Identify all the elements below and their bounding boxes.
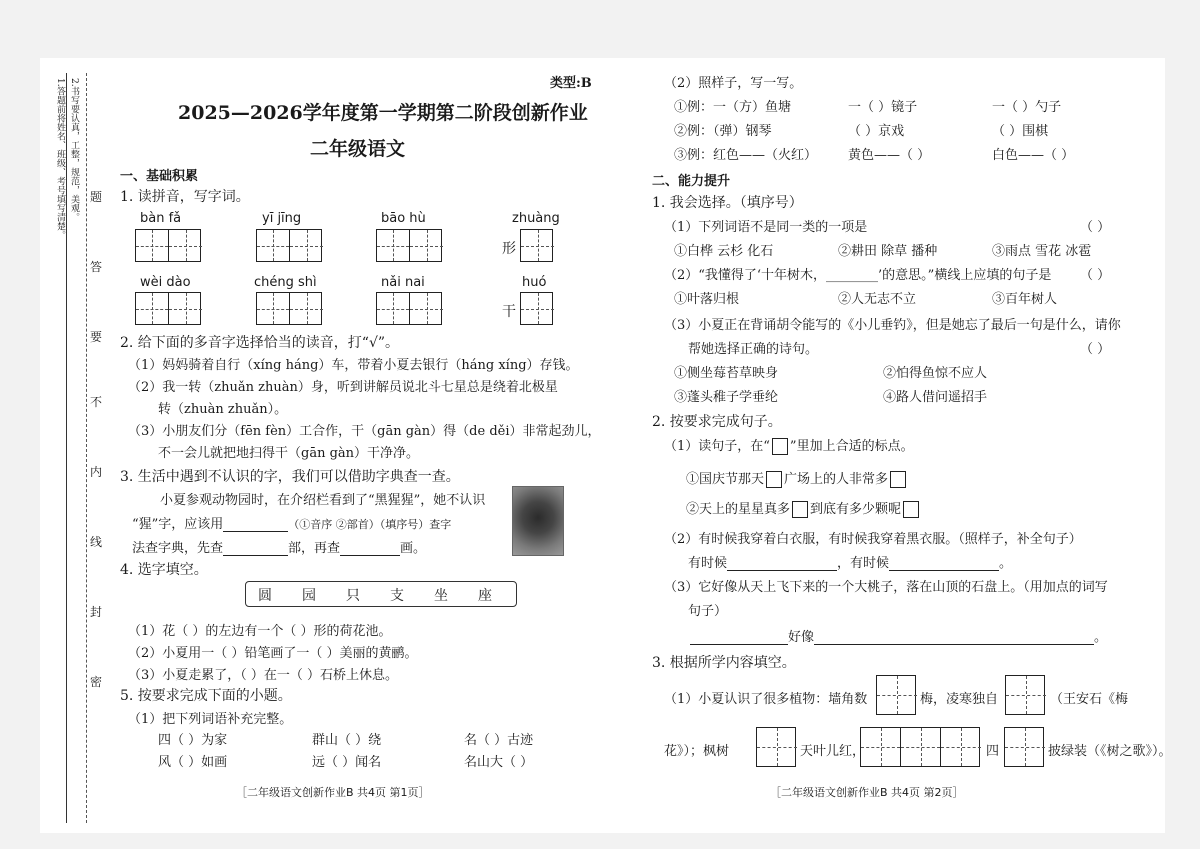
char-choice-1: 圆 <box>258 588 272 604</box>
answer-grid-chengshi[interactable] <box>256 292 322 325</box>
fill-grid-si[interactable] <box>1004 727 1044 767</box>
type-label: 类型:B <box>550 76 592 91</box>
p2-q1-s3-opt-2: ②怕得鱼惊不应人 <box>883 366 988 381</box>
punct-box-sample <box>772 438 788 455</box>
seal-char-6: 线 <box>90 535 103 549</box>
example-2-a: （ ）京戏 <box>848 124 905 139</box>
p2-q2-s2: （2）有时候我穿着白衣服，有时候我穿着黑衣服。（照样子，补全句子） <box>664 532 1082 547</box>
p2-q2-ex2 <box>686 498 921 518</box>
fill-grid-du[interactable] <box>1005 675 1045 715</box>
p2-q1-s1-opt-3: ③雨点 雪花 冰雹 <box>992 244 1092 259</box>
page-subtitle: 二年级语文 <box>310 138 406 160</box>
p2-q1-s3-opt-1: ①侧坐莓苔草映身 <box>674 366 779 381</box>
p2-q1-s1-opt-1: ①白桦 云杉 化石 <box>674 244 774 259</box>
q4-line-1: （1）花（ ）的左边有一个（ ）形的荷花池。 <box>128 624 392 639</box>
idiom-1: 四（ ）为家 <box>158 733 228 748</box>
q5-sub: （1）把下列词语补充完整。 <box>128 712 293 727</box>
q5-2-title: （2）照样子，写一写。 <box>664 76 803 91</box>
pinyin-weidao: wèi dào <box>140 275 191 290</box>
p2-q2-s2-a: 有时候 <box>688 556 728 571</box>
seal-char-2: 答 <box>90 260 103 274</box>
example-1: ①例：一（方）鱼塘 <box>674 100 792 115</box>
q5-title: 5. 按要求完成下面的小题。 <box>120 688 292 704</box>
p2-q3-l2b: 天叶儿红， <box>800 744 866 759</box>
p2-q3-l1c: （王安石《梅 <box>1050 692 1129 707</box>
pinyin-nainai: nǎi nai <box>381 275 425 290</box>
idiom-3: 名（ ）古迹 <box>464 733 534 748</box>
p2-q3-l2d: 披绿装（《树之歌》）。 <box>1048 744 1172 759</box>
q3-blank-radical[interactable] <box>223 555 288 556</box>
p2-q2-s3-end: 。 <box>1094 630 1108 645</box>
q3-line-3-end: 画。 <box>400 541 427 556</box>
answer-grid-banfa[interactable] <box>135 229 201 262</box>
q2-line-4: （3）小朋友们分（fēn fèn）工合作，干（gān gàn）得（de děi）非常起劲儿， <box>128 424 601 439</box>
p2-q1-s1: （1）下列词语不是同一类的一项是 <box>664 220 868 235</box>
q3-line-2-start: “猩”字，应该用 <box>132 517 224 532</box>
char-choice-box <box>245 581 517 607</box>
q2-line-5: 不一会儿就把地扫得干（gān gàn）干净净。 <box>158 446 420 461</box>
fill-grid-fengshu[interactable] <box>756 727 796 767</box>
seal-char-1: 题 <box>90 190 103 204</box>
idiom-5: 远（ ）闻名 <box>312 755 382 770</box>
p2-q2-title: 2. 按要求完成句子。 <box>652 414 782 430</box>
example-2-b: （ ）围棋 <box>992 124 1049 139</box>
binding-line-dashed <box>86 73 87 823</box>
example-1-a: 一（ ）镜子 <box>848 100 918 115</box>
answer-grid-nainai[interactable] <box>376 292 442 325</box>
punct-box-3[interactable] <box>792 501 808 518</box>
p2-q2-s1 <box>664 435 914 455</box>
p2-q2-ex1-a: ①国庆节那天 <box>686 472 765 487</box>
q3-line-3-start: 法查字典，先查 <box>132 541 224 556</box>
p2-q2-s3-line-2: 句子） <box>688 604 728 619</box>
fill-grid-three[interactable] <box>860 727 980 767</box>
idiom-6: 名山大（ ） <box>464 755 534 770</box>
answer-grid-yijing[interactable] <box>256 229 322 262</box>
char-choice-2: 园 <box>302 588 316 604</box>
punct-box-4[interactable] <box>903 501 919 518</box>
char-choice-6: 座 <box>478 588 492 604</box>
example-1-b: 一（ ）勺子 <box>992 100 1062 115</box>
p2-q2-s3-blank-2[interactable] <box>814 644 1094 645</box>
footer-page-1: ［二年级语文创新作业B 共4页 第1页］ <box>236 786 430 799</box>
prefix-xing: 形 <box>502 241 516 257</box>
page-title: 2025—2026学年度第一学期第二阶段创新作业 <box>178 102 588 124</box>
seal-char-3: 要 <box>90 330 103 344</box>
p2-q1-title: 1. 我会选择。（填序号） <box>652 195 803 211</box>
p2-q1-s1-answer[interactable]: （ ） <box>1080 220 1111 235</box>
char-choice-5: 坐 <box>434 588 448 604</box>
p2-q1-s3-opt-4: ④路人借问遥招手 <box>883 390 988 405</box>
pinyin-chengshi: chéng shì <box>254 275 317 290</box>
p2-q2-s2-b: ，有时候 <box>837 556 890 571</box>
seal-char-4: 不 <box>90 395 103 409</box>
answer-grid-zhuang[interactable] <box>520 229 553 262</box>
answer-grid-baohu[interactable] <box>376 229 442 262</box>
p2-q1-s3-line-2: 帮她选择正确的诗句。 <box>688 342 819 357</box>
p2-q2-s3: （3）它好像从天上飞下来的一个大桃子，落在山顶的石盘上。（用加点的词写 <box>664 580 1108 595</box>
q3-title: 3. 生活中遇到不认识的字，我们可以借助字典查一查。 <box>120 469 460 485</box>
pinyin-huo: huó <box>522 275 547 290</box>
p2-q3-title: 3. 根据所学内容填空。 <box>652 655 796 671</box>
p2-q3-l1a: （1）小夏认识了很多植物：墙角数 <box>664 692 868 707</box>
punct-box-2[interactable] <box>890 471 906 488</box>
p2-q1-s2-opt-3: ③百年树人 <box>992 292 1058 307</box>
answer-grid-weidao[interactable] <box>135 292 201 325</box>
punct-box-1[interactable] <box>766 471 782 488</box>
example-3-b: 白色——（ ） <box>992 148 1075 163</box>
p2-q2-s3-blank-1[interactable] <box>690 644 788 645</box>
q3-line-1: 小夏参观动物园时，在介绍栏看到了“黑猩猩”，她不认识 <box>160 493 486 508</box>
p2-q3-l1b: 梅，凌寒独自 <box>920 692 999 707</box>
p2-q2-s1-start: （1）读句子，在“ <box>664 439 770 454</box>
idiom-4: 风（ ）如画 <box>158 755 228 770</box>
section-2-heading: 二、能力提升 <box>652 174 731 189</box>
q4-title: 4. 选字填空。 <box>120 562 208 578</box>
p2-q2-s1-end: ”里加上合适的标点。 <box>789 439 914 454</box>
binding-note-2: 2.书写要认真，工整，规范，美观。 <box>69 78 79 222</box>
p2-q2-s2-blank-2[interactable] <box>889 570 999 571</box>
footer-page-2: ［二年级语文创新作业B 共4页 第2页］ <box>770 786 964 799</box>
answer-grid-huo[interactable] <box>520 292 553 325</box>
idiom-2: 群山（ ）绕 <box>312 733 382 748</box>
p2-q1-s3-answer[interactable]: （ ） <box>1080 342 1111 357</box>
example-2: ②例：（弹）钢琴 <box>674 124 772 139</box>
p2-q1-s2-opt-1: ①叶落归根 <box>674 292 740 307</box>
p2-q2-ex2-a: ②天上的星星真多 <box>686 502 791 517</box>
pinyin-yijing: yī jīng <box>262 211 302 226</box>
p2-q3-l2c: 四 <box>986 744 1000 759</box>
q2-title: 2. 给下面的多音字选择恰当的读音，打“√”。 <box>120 335 400 351</box>
q4-line-3: （3）小夏走累了，（ ）在一（ ）石桥上休息。 <box>128 668 399 683</box>
p2-q2-s2-answer <box>688 552 1012 571</box>
p2-q1-s3-line-1: （3）小夏正在背诵胡令能写的《小儿垂钓》，但是她忘了最后一句是什么，请你 <box>664 318 1121 333</box>
q2-line-2: （2）我一转（zhuǎn zhuàn）身，听到讲解员说北斗七星总是绕着北极星 <box>128 380 558 395</box>
p2-q2-s2-c: 。 <box>999 556 1013 571</box>
p2-q2-ex1 <box>686 468 908 488</box>
prefix-gan: 干 <box>502 304 516 320</box>
q3-blank-strokes[interactable] <box>340 555 400 556</box>
char-choice-3: 只 <box>346 588 360 604</box>
pinyin-banfa: bàn fǎ <box>140 211 182 226</box>
q3-line-3 <box>132 537 426 556</box>
q3-line-2 <box>132 513 451 532</box>
q3-line-2-end: （①音序 ②部首）（填序号）查字 <box>288 518 452 531</box>
p2-q1-s2-opt-2: ②人无志不立 <box>838 292 917 307</box>
seal-char-8: 密 <box>90 675 103 689</box>
seal-char-7: 封 <box>90 605 103 619</box>
q3-line-3-mid: 部，再查 <box>288 541 341 556</box>
section-1-heading: 一、基础积累 <box>120 169 199 184</box>
p2-q2-s2-blank-1[interactable] <box>727 570 837 571</box>
example-3: ③例：红色——（火红） <box>674 148 818 163</box>
p2-q1-s2-answer[interactable]: （ ） <box>1080 268 1111 283</box>
seal-char-5: 内 <box>90 465 103 479</box>
binding-note-1: 1.答题前将姓名、班级、考号填写清楚。 <box>55 78 65 240</box>
q2-line-1: （1）妈妈骑着自行（xíng háng）车，带着小夏去银行（háng xíng）存钱。 <box>128 358 579 373</box>
gorilla-photo <box>512 486 564 556</box>
p2-q2-ex2-b: 到底有多少颗呢 <box>810 502 902 517</box>
pinyin-zhuang: zhuàng <box>512 211 560 226</box>
p2-q2-s3-mid: 好像 <box>788 630 815 645</box>
p2-q1-s3-opt-3: ③蓬头稚子学垂纶 <box>674 390 779 405</box>
fill-grid-shu[interactable] <box>876 675 916 715</box>
q4-line-2: （2）小夏用一（ ）铅笔画了一（ ）美丽的黄鹂。 <box>128 646 418 661</box>
pinyin-baohu: bāo hù <box>381 211 426 226</box>
exam-sheet <box>40 58 1172 833</box>
example-3-a: 黄色——（ ） <box>848 148 931 163</box>
q3-blank-method[interactable] <box>223 531 288 532</box>
p2-q2-s3-answer <box>690 626 1107 645</box>
p2-q3-l2a: 花》）；枫树 <box>664 744 730 759</box>
char-choice-4: 支 <box>390 588 404 604</box>
p2-q2-ex1-b: 广场上的人非常多 <box>784 472 889 487</box>
q1-title: 1. 读拼音，写字词。 <box>120 189 250 205</box>
q2-line-3: 转（zhuàn zhuǎn）。 <box>158 402 288 417</box>
p2-q1-s2: （2）“我懂得了‘十年树木，________’的意思。”横线上应填的句子是 <box>664 268 1052 283</box>
p2-q1-s1-opt-2: ②耕田 除草 播种 <box>838 244 938 259</box>
